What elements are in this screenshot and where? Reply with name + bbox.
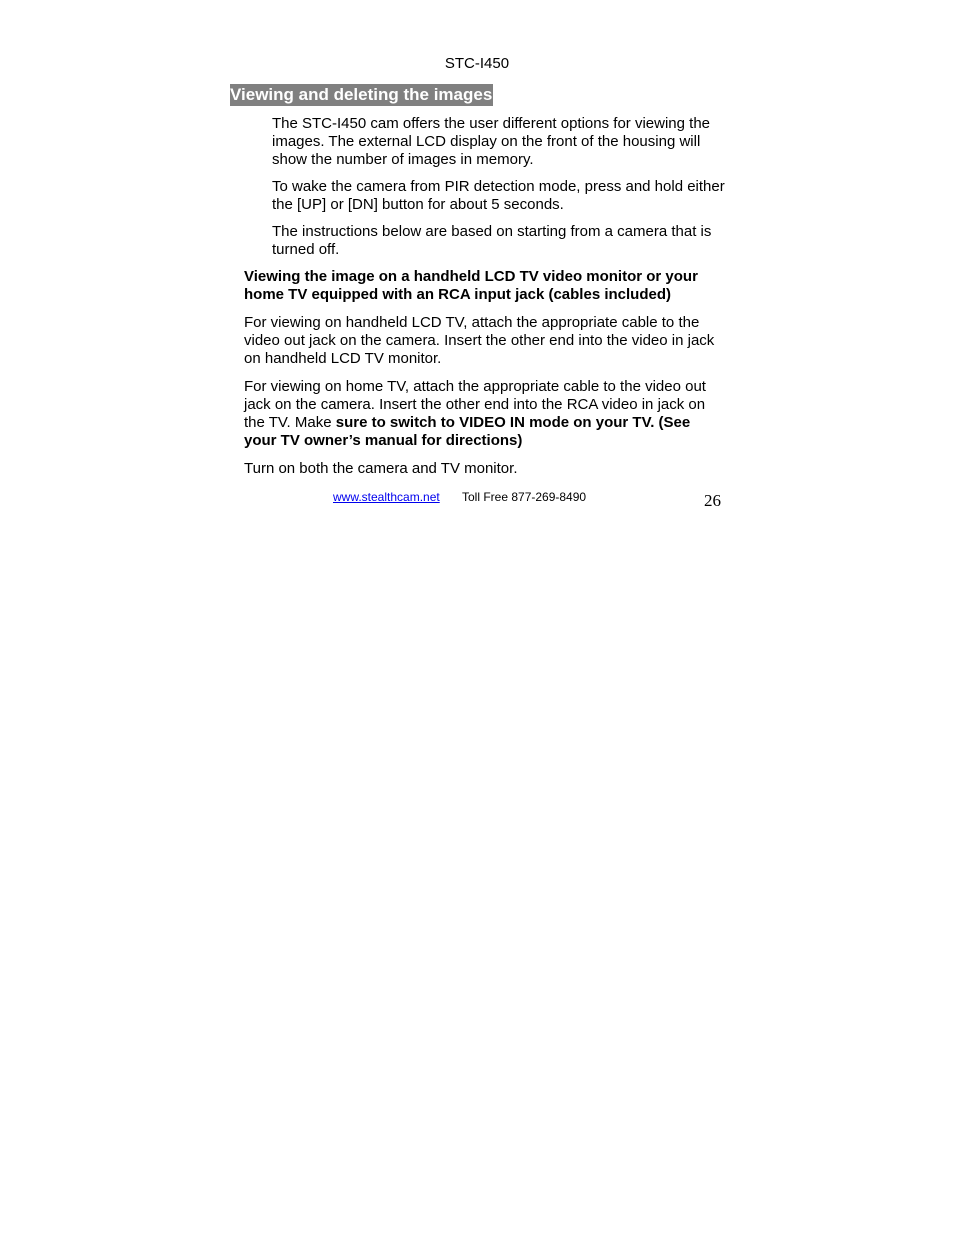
main-text-block: [244, 268, 724, 488]
video-in-mode-warning: sure to switch to VIDEO IN mode on your TV. (See your TV owner’s manual for directions): [244, 414, 691, 449]
turn-on-devices-paragraph: Turn on both the camera and TV monitor.: [244, 460, 518, 477]
intro-paragraph-wake-camera: To wake the camera from PIR detection mode, press and hold either the [UP] or [DN] button for about 5 seconds.: [272, 178, 725, 213]
website-link[interactable]: www.stealthcam.net: [333, 490, 440, 504]
intro-paragraph-display: The STC-I450 cam offers the user different options for viewing the images. The external LCD display on the front of the housing will show the number of images in memory.: [272, 115, 711, 168]
home-tv-paragraph: [244, 378, 724, 450]
page-number: 26: [704, 491, 721, 510]
intro-paragraph-instructions-note: The instructions below are based on starting from a camera that is turned off.: [272, 223, 712, 258]
document-model-header: STC-I450: [444, 55, 510, 72]
home-tv-paragraph-text: For viewing on home TV, attach the appropriate cable to the video out jack on the camera. Insert the other end into the RCA video in jack on the TV. Make: [244, 378, 706, 431]
tv-viewing-subheading: Viewing the image on a handheld LCD TV video monitor or your home TV equipped with an RCA input jack (cables included): [244, 268, 698, 303]
handheld-tv-paragraph: For viewing on handheld LCD TV, attach the appropriate cable to the video out jack on the camera. Insert the other end into the video in jack on handheld LCD TV monitor.: [244, 314, 715, 367]
intro-text-block: [272, 115, 727, 268]
toll-free-phone: Toll Free 877-269-8490: [462, 490, 587, 504]
section-title: Viewing and deleting the images: [230, 85, 493, 104]
